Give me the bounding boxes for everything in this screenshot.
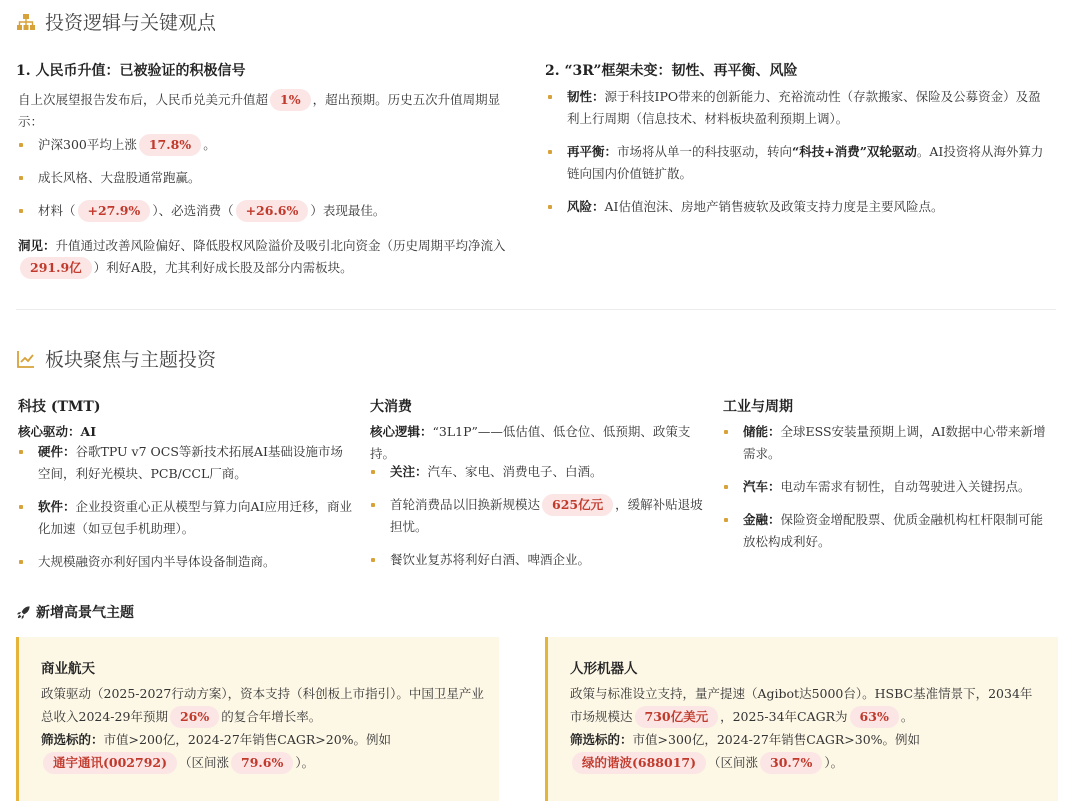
sitemap-icon <box>16 12 36 32</box>
rocket-icon <box>16 605 31 620</box>
list-item: 韧性：源于科技IPO带来的创新能力、充裕流动性（存款搬家、保险及公募资金）及盈利上行周期（信息技术、材料板块盈利预期上调）。 <box>547 86 1047 130</box>
industrial-heading: 工业与周期 <box>723 399 793 415</box>
consumer-list <box>370 461 705 582</box>
point1-insight: 洞见：升值通过改善风险偏好、降低股权风险溢价及吸引北向资金（历史周期平均净流入291.9亿 ）利好A股，尤其利好成长股及部分内需板块。 <box>18 235 518 279</box>
list-item: 储能：全球ESS安装量预期上调，AI数据中心带来新增需求。 <box>723 421 1053 465</box>
line-chart-icon <box>16 349 36 369</box>
industrial-list <box>723 421 1053 564</box>
highlight-value: +27.9% <box>78 200 151 222</box>
section-title-logic <box>16 8 216 35</box>
list-item: 金融：保险资金增配股票、优质金融机构杠杆限制可能放松构成利好。 <box>723 509 1053 553</box>
theme-card-robot <box>545 637 1058 801</box>
section-title-sectors <box>16 345 216 372</box>
list-item: 餐饮业复苏将利好白酒、啤酒企业。 <box>370 549 705 571</box>
highlight-value: 26% <box>170 706 219 728</box>
point1-heading: 1. 人民币升值：已被验证的积极信号 <box>16 63 246 79</box>
tech-heading: 科技 (TMT) <box>18 399 101 415</box>
highlight-value: 30.7% <box>760 752 822 774</box>
point1-intro: 自上次展望报告发布后，人民币兑美元升值超 1% ，超出预期。历史五次升值周期显示： <box>18 89 518 133</box>
card-text: 政策驱动（2025-2027行动方案），资本支持（科创板上市指引）。中国卫星产业总收入2024-29年预期 26% 的复合年增长率。 筛选标的：市值>200亿，2024-27年销售CAGR>20%。例如 通宇通讯(002792) （区间涨 79.6% ）。 <box>41 682 486 774</box>
themes-heading: 新增高景气主题 <box>16 602 134 622</box>
list-item: 材料（ +27.9% ）、必选消费（ +26.6% ）表现最佳。 <box>18 200 518 222</box>
point2-heading: 2. “3R”框架未变：韧性、再平衡、风险 <box>545 63 798 79</box>
section-title-text: 投资逻辑与关键观点 <box>45 12 217 34</box>
card-text: 政策与标准设立支持，量产提速（Agibot达5000台）。HSBC基准情景下，2034年市场规模达 730亿美元 ，2025-34年CAGR为 63% 。 筛选标的：市值>300亿，2024-27年销售CAGR>30%。例如 绿的谐波(688017) （区间涨 30.7% ）。 <box>570 682 1040 774</box>
consumer-logic: 核心逻辑：“3L1P”——低估值、低仓位、低预期、政策支持。 <box>370 424 691 461</box>
highlight-value: 1% <box>270 89 311 111</box>
highlight-value: +26.6% <box>236 200 309 222</box>
list-item: 关注：汽车、家电、消费电子、白酒。 <box>370 461 705 483</box>
tech-driver: 核心驱动：AI <box>18 424 97 439</box>
list-item: 成长风格、大盘股通常跑赢。 <box>18 167 518 189</box>
list-item: 软件：企业投资重心正从模型与算力向AI应用迁移，商业化加速（如豆包手机助理）。 <box>18 496 353 540</box>
list-item: 风险：AI估值泡沫、房地产销售疲软及政策支持力度是主要风险点。 <box>547 196 1047 218</box>
consumer-heading: 大消费 <box>370 399 412 415</box>
list-item: 沪深300平均上涨 17.8% 。 <box>18 134 518 156</box>
highlight-value: 63% <box>850 706 899 728</box>
list-item: 汽车：电动车需求有韧性，自动驾驶进入关键拐点。 <box>723 476 1053 498</box>
stock-tag: 通宇通讯(002792) <box>43 752 177 774</box>
list-item: 再平衡：市场将从单一的科技驱动，转向“科技+消费”双轮驱动。AI投资将从海外算力链向国内价值链扩散。 <box>547 141 1047 185</box>
tech-list <box>18 441 353 584</box>
card-title: 商业航天 <box>41 661 95 677</box>
stock-tag: 绿的谐波(688017) <box>572 752 706 774</box>
highlight-value: 79.6% <box>231 752 293 774</box>
list-item: 大规模融资亦利好国内半导体设备制造商。 <box>18 551 353 573</box>
card-title: 人形机器人 <box>570 661 638 677</box>
point2-list <box>547 86 1047 229</box>
section-title-text: 板块聚焦与主题投资 <box>45 349 217 371</box>
list-item: 首轮消费品以旧换新规模达 625亿元 ，缓解补贴退坡担忧。 <box>370 494 705 538</box>
highlight-value: 625亿元 <box>542 494 613 516</box>
highlight-value: 17.8% <box>139 134 201 156</box>
list-item: 硬件：谷歌TPU v7 OCS等新技术拓展AI基础设施市场空间，利好光模块、PCB/CCL厂商。 <box>18 441 353 485</box>
divider <box>16 309 1056 310</box>
theme-card-space <box>16 637 499 801</box>
highlight-value: 291.9亿 <box>20 257 92 279</box>
point1-list <box>18 134 518 233</box>
highlight-value: 730亿美元 <box>635 706 719 728</box>
